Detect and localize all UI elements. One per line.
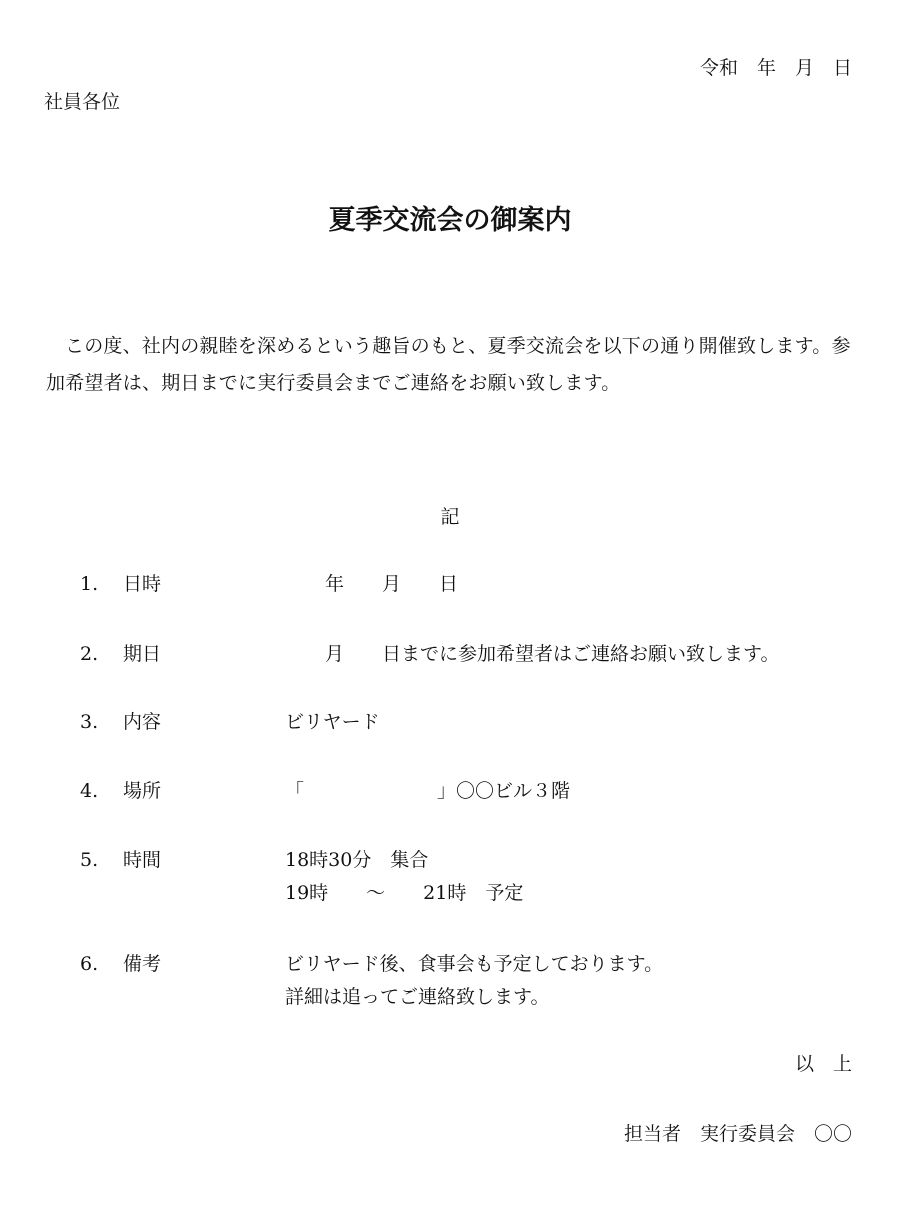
ki-heading: 記 [440, 506, 460, 528]
item-label: 内容 [123, 711, 162, 733]
item-value: 年 月 日 [325, 573, 459, 595]
item-number: 6. [80, 953, 99, 975]
item-label: 時間 [123, 849, 162, 871]
body-paragraph: この度、社内の親睦を深めるという趣旨のもと、夏季交流会を以下の通り開催致します。参加希望者は、期日までに実行委員会までご連絡をお願い致します。 [46, 335, 851, 394]
item-value: 「 」〇〇ビル３階 [285, 780, 571, 802]
contact-person: 担当者 実行委員会 〇〇 [623, 1123, 852, 1145]
document-date: 令和 年 月 日 [699, 57, 852, 79]
item-number: 4. [80, 780, 99, 802]
document-title: 夏季交流会の御案内 [328, 205, 572, 236]
item-number: 5. [80, 849, 99, 871]
item-number: 3. [80, 711, 99, 733]
item-value: 19時 ～ 21時 予定 [285, 882, 524, 904]
item-number: 1. [80, 573, 99, 595]
item-label: 備考 [123, 953, 162, 975]
item-label: 場所 [123, 780, 162, 802]
item-value: 詳細は追ってご連絡致します。 [285, 986, 550, 1008]
item-value: ビリヤード後、食事会も予定しております。 [285, 953, 664, 975]
closing-mark: 以 上 [794, 1053, 852, 1075]
item-value: 月 日までに参加希望者はご連絡お願い致します。 [325, 643, 780, 665]
item-label: 日時 [123, 573, 162, 595]
item-value: ビリヤード [285, 711, 380, 733]
item-value: 18時30分 集合 [285, 849, 429, 871]
item-label: 期日 [123, 643, 162, 665]
recipient: 社員各位 [44, 91, 121, 113]
item-number: 2. [80, 643, 99, 665]
